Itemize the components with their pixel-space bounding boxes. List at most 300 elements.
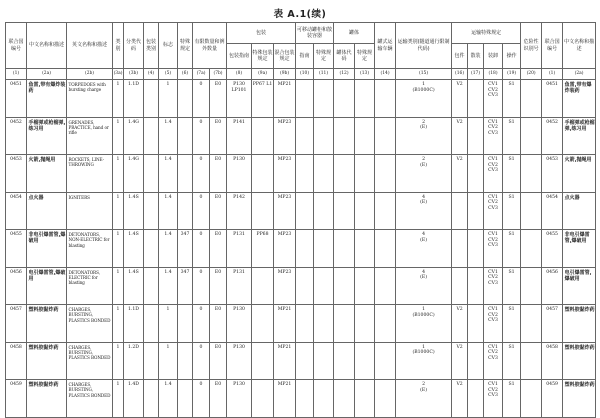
name-en-cell: CHARGES, BURSTING, PLASTICS BONDED [67, 342, 113, 380]
table-row [6, 117, 596, 155]
special-provision-cell [178, 305, 193, 343]
tank-special-2-cell [355, 80, 375, 118]
tank-code-cell [334, 267, 355, 305]
tank-instr-cell [296, 342, 314, 380]
tank-special-2-cell [355, 267, 375, 305]
tank-instr-cell [296, 80, 314, 118]
header-special-packing: 特殊包装规定 [252, 44, 274, 69]
loading-cell: CV1 CV2 CV3 [484, 155, 503, 193]
column-number: (9b) [274, 69, 296, 80]
un-no-2-cell: 0451 [542, 80, 563, 118]
special-provision-cell: 347 [178, 230, 193, 268]
limited-qty-cell: 0 [193, 117, 210, 155]
column-number: (5) [159, 69, 178, 80]
name-en-cell: CHARGES, BURSTING, PLASTICS BONDED [67, 380, 113, 418]
name-cn-cell: 火箭,抛绳用 [27, 155, 67, 193]
header-tank-special-2: 特殊规定 [355, 44, 375, 69]
mixed-packing-cell: MP23 [274, 230, 296, 268]
limited-qty-cell: 0 [193, 230, 210, 268]
tank-special-2-cell [355, 380, 375, 418]
column-number: (7b) [210, 69, 227, 80]
header-name-en: 英文名称和描述 [67, 23, 113, 69]
special-packing-cell: PP68 [252, 230, 274, 268]
tank-special-cell [314, 305, 334, 343]
un-no-2-cell: 0452 [542, 117, 563, 155]
tunnel-code: (E) [420, 237, 428, 243]
header-loading: 装卸 [484, 44, 503, 69]
class-code-cell: 1.1D [124, 80, 144, 118]
name-cn-cell: 鱼雷,带有爆炸装药 [27, 80, 67, 118]
column-number: (3b) [124, 69, 144, 80]
header-tank-special: 特殊规定 [314, 44, 334, 69]
header-special-provisions: 特殊规定 [178, 23, 193, 69]
packing-instr-cell: P142 [227, 192, 252, 230]
mixed-packing-cell: MP23 [274, 155, 296, 193]
transport-category-cell [396, 230, 452, 268]
packing-group-cell [144, 117, 159, 155]
limited-qty-cell: 0 [193, 80, 210, 118]
label-cell: 1 [159, 305, 178, 343]
tunnel-code: (E) [420, 200, 428, 206]
pieces-cell: V2 [452, 155, 468, 193]
transport-category-cell [396, 267, 452, 305]
tank-instr-cell [296, 117, 314, 155]
tunnel-code: (E) [420, 275, 428, 281]
table-row [6, 155, 596, 193]
un-no-cell: 0459 [6, 380, 27, 418]
column-number: (13) [355, 69, 375, 80]
operation-cell: S1 [503, 267, 521, 305]
name-cn-cell: 电引爆雷管,爆破用 [27, 267, 67, 305]
name-cn-cell: 非电引爆雷管,爆破用 [27, 230, 67, 268]
table-row [6, 267, 596, 305]
bulk-cell [468, 305, 484, 343]
hazard-id-cell [521, 380, 542, 418]
loading-cell: CV1 CV2 CV3 [484, 267, 503, 305]
name-cn-cell: 塑料胶黏炸药 [27, 380, 67, 418]
tank-special-cell [314, 267, 334, 305]
vehicle-cell [375, 80, 396, 118]
transport-category: 2 [422, 157, 426, 162]
un-no-2-cell: 0453 [542, 155, 563, 193]
tunnel-code: (E) [420, 387, 428, 393]
mixed-packing-cell: MP21 [274, 380, 296, 418]
tank-instr-cell [296, 380, 314, 418]
special-packing-cell [252, 342, 274, 380]
label-cell: 1.4 [159, 380, 178, 418]
class-cell: 1 [113, 117, 124, 155]
column-number: (9a) [252, 69, 274, 80]
transport-category: 1 [422, 344, 426, 350]
column-number: (1) [6, 69, 27, 80]
column-number: (17) [468, 69, 484, 80]
pieces-cell [452, 267, 468, 305]
un-no-cell: 0458 [6, 342, 27, 380]
packing-instr-cell: P130 [227, 305, 252, 343]
packing-instr-cell: P131 [227, 230, 252, 268]
table-title: 表 A.1(续) [273, 9, 327, 20]
mixed-packing-cell: MP23 [274, 192, 296, 230]
header-operation: 操作 [503, 44, 521, 69]
un-no-2-cell: 0458 [542, 342, 563, 380]
header-special-transport: 运输特殊规定 [452, 23, 521, 44]
tank-special-cell [314, 380, 334, 418]
vehicle-cell [375, 230, 396, 268]
un-no-cell: 0453 [6, 155, 27, 193]
class-cell: 1 [113, 80, 124, 118]
header-limited-excepted: 有限数量和例外数量 [193, 23, 227, 69]
un-no-2-cell: 0455 [542, 230, 563, 268]
class-cell: 1 [113, 305, 124, 343]
mixed-packing-cell: MP21 [274, 80, 296, 118]
header-tank-instr: 指南 [296, 44, 314, 69]
hazard-id-cell [521, 155, 542, 193]
table-row [6, 305, 596, 343]
name-cn-cell: 塑料胶黏炸药 [27, 342, 67, 380]
table-row [6, 342, 596, 380]
label-cell: 1.4 [159, 230, 178, 268]
header-packing-group: 包装类别 [144, 23, 159, 69]
column-number: (11) [314, 69, 334, 80]
hazard-id-cell [521, 342, 542, 380]
bulk-cell [468, 230, 484, 268]
packing-group-cell [144, 192, 159, 230]
special-provision-cell: 347 [178, 267, 193, 305]
operation-cell: S1 [503, 342, 521, 380]
limited-qty-cell: 0 [193, 155, 210, 193]
bulk-cell [468, 80, 484, 118]
packing-group-cell [144, 380, 159, 418]
label-cell: 1.4 [159, 117, 178, 155]
name-cn-cell: 手榴弹或枪榴弹,练习用 [27, 117, 67, 155]
header-transport-category: 运输类别(隧道通行限制代码) [396, 23, 452, 69]
label-cell: 1.4 [159, 267, 178, 305]
header-tanks: 罐体 [334, 23, 375, 44]
column-number: (10) [296, 69, 314, 80]
transport-category-cell [396, 342, 452, 380]
hazard-id-cell [521, 117, 542, 155]
column-number: (18) [484, 69, 503, 80]
special-packing-cell [252, 380, 274, 418]
mixed-packing-cell: MP21 [274, 342, 296, 380]
tank-instr-cell [296, 267, 314, 305]
name-en-cell: DETONATORS, ELECTRIC for blasting [67, 267, 113, 305]
tank-special-cell [314, 192, 334, 230]
special-provision-cell [178, 80, 193, 118]
label-cell: 1 [159, 80, 178, 118]
loading-cell: CV1 CV2 CV3 [484, 117, 503, 155]
header-mixed-packing: 混合包装规定 [274, 44, 296, 69]
class-cell: 1 [113, 342, 124, 380]
tank-code-cell [334, 230, 355, 268]
operation-cell: S1 [503, 80, 521, 118]
header-portable-tanks: 可移动罐柜和散装容器 [296, 23, 334, 44]
packing-instr-cell: P130 LP101 [227, 80, 252, 118]
tank-special-2-cell [355, 342, 375, 380]
name-cn-2-cell: 塑料胶黏炸药 [563, 380, 596, 418]
tank-special-cell [314, 117, 334, 155]
column-number: (2a) [563, 69, 596, 80]
column-number: (6) [178, 69, 193, 80]
vehicle-cell [375, 380, 396, 418]
column-number: (16) [452, 69, 468, 80]
loading-cell: CV1 CV2 CV3 [484, 230, 503, 268]
limited-qty-cell: 0 [193, 305, 210, 343]
dangerous-goods-table [5, 22, 596, 418]
special-packing-cell [252, 192, 274, 230]
header-bulk: 散装 [468, 44, 484, 69]
column-number: (2a) [27, 69, 67, 80]
limited-qty-cell: 0 [193, 267, 210, 305]
tank-instr-cell [296, 192, 314, 230]
loading-cell: CV1 CV2 CV3 [484, 380, 503, 418]
un-no-cell: 0454 [6, 192, 27, 230]
column-number: (8) [227, 69, 252, 80]
class-code-cell: 1.1D [124, 305, 144, 343]
label-cell: 1.4 [159, 192, 178, 230]
un-no-2-cell: 0457 [542, 305, 563, 343]
tank-special-2-cell [355, 155, 375, 193]
name-cn-2-cell: 鱼雷,带有爆炸装药 [563, 80, 596, 118]
tank-special-cell [314, 230, 334, 268]
tank-special-2-cell [355, 192, 375, 230]
name-en-cell: CHARGES, BURSTING, PLASTICS BONDED [67, 305, 113, 343]
name-cn-2-cell: 手榴弹或枪榴弹,练习用 [563, 117, 596, 155]
table-row [6, 380, 596, 418]
tank-code-cell [334, 117, 355, 155]
name-en-cell: DETONATORS, NON-ELECTRIC for blasting [67, 230, 113, 268]
class-cell: 1 [113, 192, 124, 230]
transport-category: 4 [422, 232, 426, 237]
tank-code-cell [334, 305, 355, 343]
operation-cell: S1 [503, 155, 521, 193]
special-packing-cell: PP67 L1 [252, 80, 274, 118]
operation-cell: S1 [503, 230, 521, 268]
bulk-cell [468, 380, 484, 418]
header-pieces: 包件 [452, 44, 468, 69]
name-en-cell: IGNITERS [67, 192, 113, 230]
vehicle-cell [375, 342, 396, 380]
hazard-id-cell [521, 267, 542, 305]
packing-group-cell [144, 267, 159, 305]
loading-cell: CV1 CV2 CV3 [484, 80, 503, 118]
table-body [6, 80, 596, 418]
name-cn-cell: 点火器 [27, 192, 67, 230]
special-packing-cell [252, 117, 274, 155]
vehicle-cell [375, 305, 396, 343]
special-provision-cell [178, 380, 193, 418]
tunnel-code: (B1000C) [412, 87, 435, 93]
hazard-id-cell [521, 192, 542, 230]
name-en-cell: TORPEDOES with bursting charge [67, 80, 113, 118]
vehicle-cell [375, 267, 396, 305]
special-packing-cell [252, 155, 274, 193]
un-no-2-cell: 0454 [542, 192, 563, 230]
mixed-packing-cell: MP21 [274, 305, 296, 343]
packing-group-cell [144, 230, 159, 268]
column-number: (7a) [193, 69, 210, 80]
column-number: (12) [334, 69, 355, 80]
vehicle-cell [375, 155, 396, 193]
transport-category: 2 [422, 382, 426, 387]
hazard-id-cell [521, 305, 542, 343]
excepted-qty-cell: E0 [210, 117, 227, 155]
excepted-qty-cell: E0 [210, 192, 227, 230]
special-packing-cell [252, 267, 274, 305]
un-no-2-cell: 0456 [542, 267, 563, 305]
excepted-qty-cell: E0 [210, 380, 227, 418]
transport-category-cell [396, 117, 452, 155]
un-no-cell: 0457 [6, 305, 27, 343]
class-cell: 1 [113, 230, 124, 268]
operation-cell: S1 [503, 380, 521, 418]
column-number: (15) [396, 69, 452, 80]
tank-special-cell [314, 80, 334, 118]
name-en-cell: ROCKETS, LINE-THROWING [67, 155, 113, 193]
column-number: (1) [542, 69, 563, 80]
limited-qty-cell: 0 [193, 192, 210, 230]
name-cn-2-cell: 塑料胶黏炸药 [563, 305, 596, 343]
name-en-cell: GRENADES, PRACTICE, hand or rifle [67, 117, 113, 155]
class-cell: 1 [113, 155, 124, 193]
tank-special-2-cell [355, 117, 375, 155]
header-class: 类别 [113, 23, 124, 69]
hazard-id-cell [521, 230, 542, 268]
special-provision-cell [178, 342, 193, 380]
transport-category-cell [396, 155, 452, 193]
special-provision-cell [178, 192, 193, 230]
class-code-cell: 1.4S [124, 230, 144, 268]
excepted-qty-cell: E0 [210, 342, 227, 380]
tunnel-code: (B1000C) [412, 312, 435, 318]
tank-special-cell [314, 155, 334, 193]
tank-code-cell [334, 155, 355, 193]
header-name-cn: 中文名称和描述 [27, 23, 67, 69]
header-un-no: 联合国编号 [6, 23, 27, 69]
header-vehicle: 罐式运输车辆 [375, 23, 396, 69]
column-number-row [6, 69, 596, 80]
pieces-cell: V2 [452, 305, 468, 343]
transport-category-cell [396, 192, 452, 230]
packing-instr-cell: P131 [227, 267, 252, 305]
transport-category: 1 [422, 82, 426, 87]
bulk-cell [468, 155, 484, 193]
packing-instr-cell: P141 [227, 117, 252, 155]
excepted-qty-cell: E0 [210, 80, 227, 118]
header-hazard-id: 危险性识别号 [521, 23, 542, 69]
loading-cell: CV1 CV2 CV3 [484, 342, 503, 380]
transport-category: 4 [422, 194, 426, 200]
transport-category: 2 [422, 119, 426, 125]
operation-cell: S1 [503, 117, 521, 155]
column-number: (2b) [67, 69, 113, 80]
excepted-qty-cell: E0 [210, 155, 227, 193]
bulk-cell [468, 192, 484, 230]
pieces-cell [452, 192, 468, 230]
column-number: (19) [503, 69, 521, 80]
class-cell: 1 [113, 380, 124, 418]
special-provision-cell [178, 117, 193, 155]
header-un-no-2: 联合国编号 [542, 23, 563, 69]
special-packing-cell [252, 305, 274, 343]
tank-instr-cell [296, 305, 314, 343]
tunnel-code: (E) [420, 162, 428, 168]
un-no-2-cell: 0459 [542, 380, 563, 418]
excepted-qty-cell: E0 [210, 267, 227, 305]
operation-cell: S1 [503, 305, 521, 343]
name-cn-2-cell: 电引爆雷管,爆破用 [563, 267, 596, 305]
tank-code-cell [334, 380, 355, 418]
packing-instr-cell: P130 [227, 155, 252, 193]
hazard-id-cell [521, 80, 542, 118]
header-packaging-instr: 包装指南 [227, 44, 252, 69]
loading-cell: CV1 CV2 CV3 [484, 305, 503, 343]
packing-group-cell [144, 342, 159, 380]
transport-category-cell [396, 305, 452, 343]
class-cell: 1 [113, 267, 124, 305]
tank-code-cell [334, 342, 355, 380]
class-code-cell: 1.4S [124, 267, 144, 305]
header-tank-code: 罐体代码 [334, 44, 355, 69]
packing-group-cell [144, 305, 159, 343]
class-code-cell: 1.4S [124, 192, 144, 230]
tank-instr-cell [296, 155, 314, 193]
name-cn-2-cell: 点火器 [563, 192, 596, 230]
pieces-cell: V2 [452, 380, 468, 418]
un-no-cell: 0451 [6, 80, 27, 118]
table-row [6, 192, 596, 230]
tank-special-2-cell [355, 230, 375, 268]
special-provision-cell [178, 155, 193, 193]
header-class-code: 分类代码 [124, 23, 144, 69]
name-cn-2-cell: 火箭,抛绳用 [563, 155, 596, 193]
transport-category-cell [396, 380, 452, 418]
tank-code-cell [334, 80, 355, 118]
limited-qty-cell: 0 [193, 342, 210, 380]
tank-special-cell [314, 342, 334, 380]
name-cn-2-cell: 塑料胶黏炸药 [563, 342, 596, 380]
excepted-qty-cell: E0 [210, 230, 227, 268]
un-no-cell: 0456 [6, 267, 27, 305]
operation-cell: S1 [503, 192, 521, 230]
un-no-cell: 0452 [6, 117, 27, 155]
name-cn-cell: 塑料胶黏炸药 [27, 305, 67, 343]
tunnel-code: (B1000C) [412, 350, 435, 356]
excepted-qty-cell: E0 [210, 305, 227, 343]
class-code-cell: 1.4G [124, 117, 144, 155]
pieces-cell: V2 [452, 117, 468, 155]
bulk-cell [468, 342, 484, 380]
column-number: (3a) [113, 69, 124, 80]
tunnel-code: (E) [420, 125, 428, 131]
loading-cell: CV1 CV2 CV3 [484, 192, 503, 230]
limited-qty-cell: 0 [193, 380, 210, 418]
packing-instr-cell: P130 [227, 380, 252, 418]
mixed-packing-cell: MP23 [274, 267, 296, 305]
class-code-cell: 1.2D [124, 342, 144, 380]
name-cn-2-cell: 非电引爆雷管,爆破用 [563, 230, 596, 268]
column-number: (4) [144, 69, 159, 80]
column-number: (20) [521, 69, 542, 80]
column-number: (14) [375, 69, 396, 80]
un-no-cell: 0455 [6, 230, 27, 268]
bulk-cell [468, 267, 484, 305]
label-cell: 1 [159, 342, 178, 380]
header-name-cn-2: 中文名称和描述 [563, 23, 596, 69]
mixed-packing-cell: MP23 [274, 117, 296, 155]
transport-category-cell [396, 80, 452, 118]
packing-group-cell [144, 80, 159, 118]
